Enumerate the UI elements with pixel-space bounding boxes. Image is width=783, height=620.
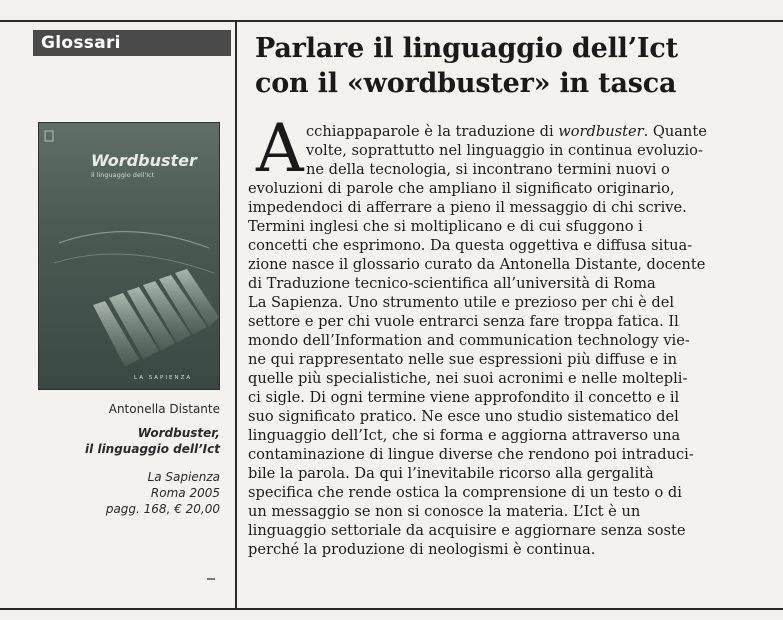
book-title-line1: Wordbuster, (137, 426, 220, 440)
body-line: bile la parola. Da qui l’inevitabile ricorso alla gergalità (248, 465, 654, 482)
body-line: mondo dell’Information and communication technology vie- (248, 332, 690, 349)
body-line: impedendoci di afferrare a pieno il messaggio di chi scrive. (248, 199, 687, 216)
headline-line-1: Parlare il linguaggio dell’Ict (255, 33, 678, 64)
body-line: zione nasce il glossario curato da Antonella Distante, docente (248, 256, 706, 273)
cover-publisher: LA SAPIENZA (134, 375, 193, 381)
body-line: contaminazione di lingue diverse che rendono poi intraduci- (248, 446, 694, 463)
body-line: La Sapienza. Uno strumento utile e prezioso per chi è del (248, 294, 675, 311)
body-line: cchiappaparole è la traduzione di wordbuster. Quante (306, 123, 707, 140)
cover-subtitle: il linguaggio dell'Ict (91, 171, 155, 179)
body-line: di Traduzione tecnico-scientifica all’università di Roma (248, 275, 656, 292)
body-line: linguaggio dell’Ict, che si forma e aggiorna attraverso una (248, 427, 681, 444)
body-line: concetti che esprimono. Da questa oggettiva e diffusa situa- (248, 237, 693, 254)
body-line: evoluzioni di parole che ampliano il significato originario, (248, 180, 675, 197)
book-publisher: La Sapienza (147, 470, 220, 484)
book-pages-price: pagg. 168, € 20,00 (105, 502, 220, 516)
book-title-line2: il linguaggio dell’Ict (85, 442, 220, 456)
body-line: specifica che rende ostica la comprensione di un testo o di (248, 484, 682, 501)
column-divider (235, 20, 237, 610)
body-line: un messaggio se non si conosce la materia. L’Ict è un (248, 503, 641, 520)
body-line: ne qui rappresentato nelle sue espressioni più diffuse e in (248, 351, 678, 368)
book-cover-image (38, 122, 220, 390)
drop-cap: A (256, 110, 304, 187)
book-author: Antonella Distante (108, 402, 220, 416)
body-line: ne della tecnologia, si incontrano termini nuovi o (306, 161, 670, 178)
body-line: ci sigle. Di ogni termine viene approfondito il concetto e il (248, 389, 680, 406)
headline-line-2: con il «wordbuster» in tasca (255, 68, 677, 99)
body-line: linguaggio settoriale da acquisire e aggiornare senza soste (248, 522, 686, 539)
body-line: volte, soprattutto nel linguaggio in continua evoluzio- (306, 142, 703, 159)
body-line: suo significato pratico. Ne esce uno studio sistematico del (248, 408, 679, 425)
section-label: Glossari (33, 30, 231, 56)
body-line: quelle più specialistiche, nei suoi acronimi e nelle moltepli- (248, 370, 688, 387)
top-rule (0, 20, 783, 22)
decorative-dash (207, 578, 215, 580)
bottom-rule (0, 608, 783, 610)
body-line: settore e per chi vuole entrarci senza fare troppa fatica. Il (248, 313, 679, 330)
body-line: perché la produzione di neologismi è continua. (248, 541, 596, 558)
article-headline (255, 31, 678, 101)
book-place-year: Roma 2005 (150, 486, 220, 500)
cover-title: Wordbuster (91, 151, 197, 170)
body-line: Termini inglesi che si moltiplicano e di cui sfuggono i (248, 218, 643, 235)
